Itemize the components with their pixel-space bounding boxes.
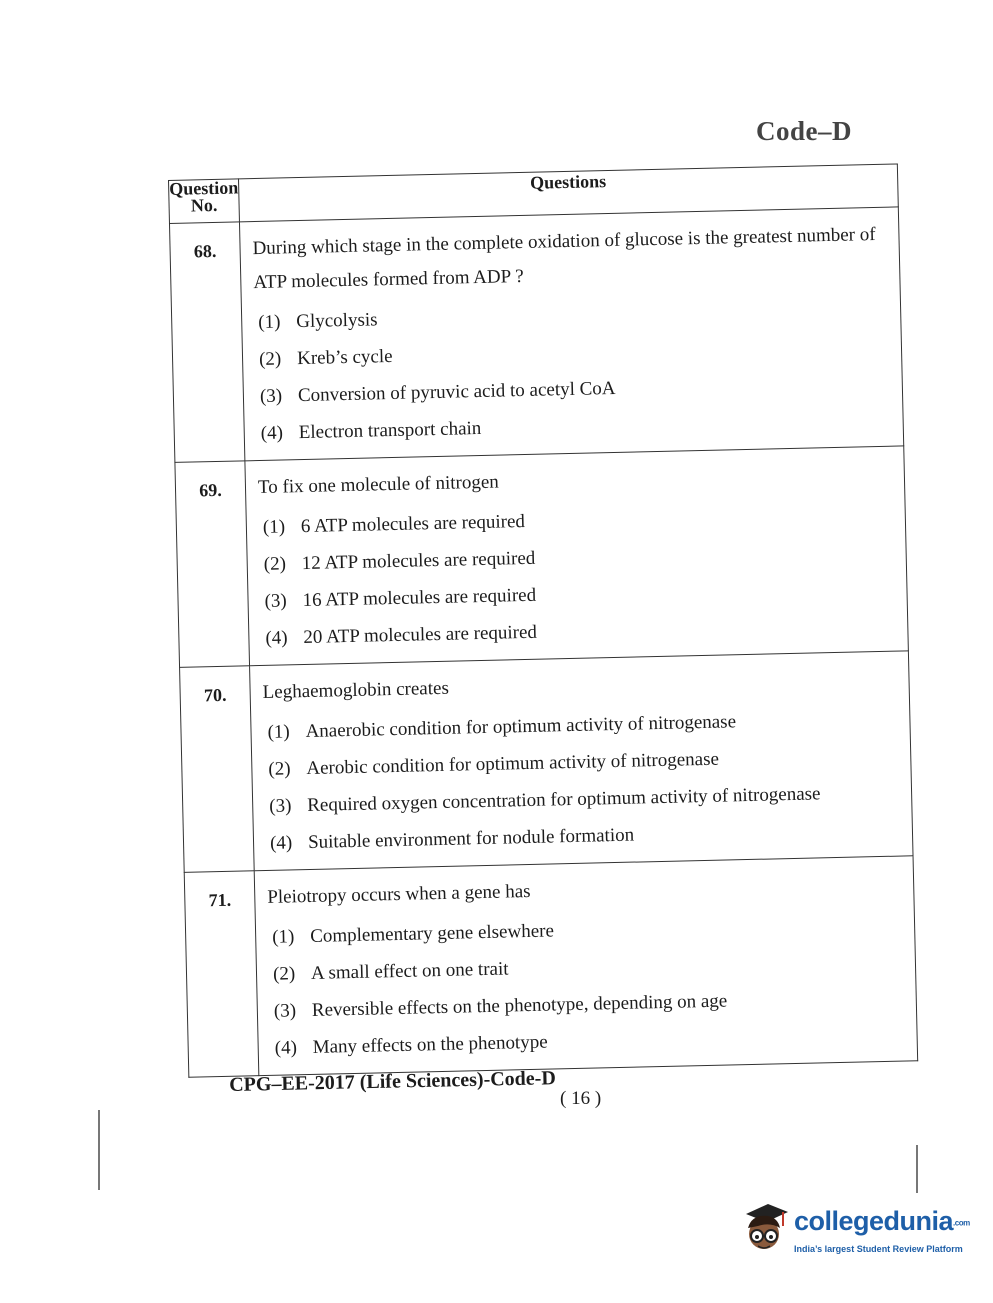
question-row — [169, 207, 903, 462]
question-row — [175, 446, 908, 667]
logo-suffix: .com — [953, 1218, 970, 1228]
option-text: 20 ATP molecules are required — [303, 621, 538, 649]
question-text: To fix one molecule of nitrogen — [257, 471, 500, 499]
option-text: Suitable environment for nodule formation — [307, 824, 635, 853]
option-text: 16 ATP molecules are required — [302, 584, 537, 612]
question-cell — [239, 207, 903, 461]
logo-name: collegedunia — [794, 1206, 954, 1236]
question-text: During which stage in the complete oxidation of glucose is the greatest number of ATP molecules formed from ADP ? — [252, 223, 876, 294]
option-text: A small effect on one trait — [310, 958, 509, 984]
option-text: Complementary gene elsewhere — [309, 920, 555, 947]
question-text: Pleiotropy occurs when a gene has — [267, 880, 531, 908]
question-cell — [254, 856, 917, 1076]
option-number: (1) — [267, 721, 290, 743]
option-number: (1) — [271, 926, 295, 948]
question-number: 69. — [175, 461, 250, 668]
question-cell — [250, 651, 913, 871]
logo-wordmark — [794, 1206, 970, 1237]
question-row — [184, 856, 917, 1077]
code-label: Code–D — [756, 116, 852, 146]
option-text: 6 ATP molecules are required — [300, 510, 526, 538]
option-number: (4) — [269, 832, 293, 854]
question-cell — [245, 446, 908, 666]
option-number: (1) — [262, 516, 286, 538]
option-number: (2) — [263, 553, 287, 575]
option-number: (4) — [274, 1037, 298, 1059]
option-number: (2) — [268, 758, 291, 780]
option-number: (3) — [259, 385, 283, 407]
option-text: Electron transport chain — [298, 417, 482, 444]
option-number: (4) — [260, 422, 284, 444]
question-number: 71. — [184, 871, 259, 1078]
column-header-question-no: Question No. — [169, 179, 240, 224]
scan-mark — [98, 1110, 100, 1190]
option-number: (2) — [258, 348, 282, 370]
option-text: 12 ATP molecules are required — [301, 547, 536, 575]
option-text: Aerobic condition for optimum activity of nitrogenase — [306, 748, 720, 780]
question-number: 68. — [169, 222, 244, 463]
option-number: (3) — [264, 590, 287, 612]
option-number: (1) — [258, 311, 281, 333]
option-text: Conversion of pyruvic acid to acetyl CoA — [297, 377, 616, 407]
option-number: (4) — [265, 627, 288, 649]
option-number: (3) — [269, 795, 292, 817]
collegedunia-logo — [738, 1200, 968, 1262]
question-sheet — [168, 163, 918, 1084]
option-text: Required oxygen concentration for optimum activity of nitrogenase — [307, 783, 821, 816]
option-text: Reversible effects on the phenotype, depending on age — [311, 990, 728, 1021]
mascot-icon — [738, 1200, 790, 1258]
option-text: Anaerobic condition for optimum activity of nitrogenase — [305, 711, 737, 743]
scan-mark — [916, 1145, 918, 1193]
option-text: Glycolysis — [296, 309, 378, 333]
column-header-questions: Questions — [239, 164, 899, 222]
question-number: 70. — [180, 666, 255, 873]
page-number: ( 16 ) — [560, 1088, 602, 1109]
option-number: (2) — [272, 963, 296, 985]
option-text: Many effects on the phenotype — [312, 1031, 548, 1058]
question-table — [168, 163, 918, 1077]
option-text: Kreb’s cycle — [296, 345, 393, 370]
footer-exam-code: CPG–EE-2017 (Life Sciences)-Code-D — [229, 1067, 557, 1096]
question-text: Leghaemoglobin creates — [262, 677, 450, 703]
logo-tagline: India’s largest Student Review Platform — [794, 1244, 963, 1254]
option-number: (3) — [273, 1000, 297, 1022]
question-row — [180, 651, 913, 872]
